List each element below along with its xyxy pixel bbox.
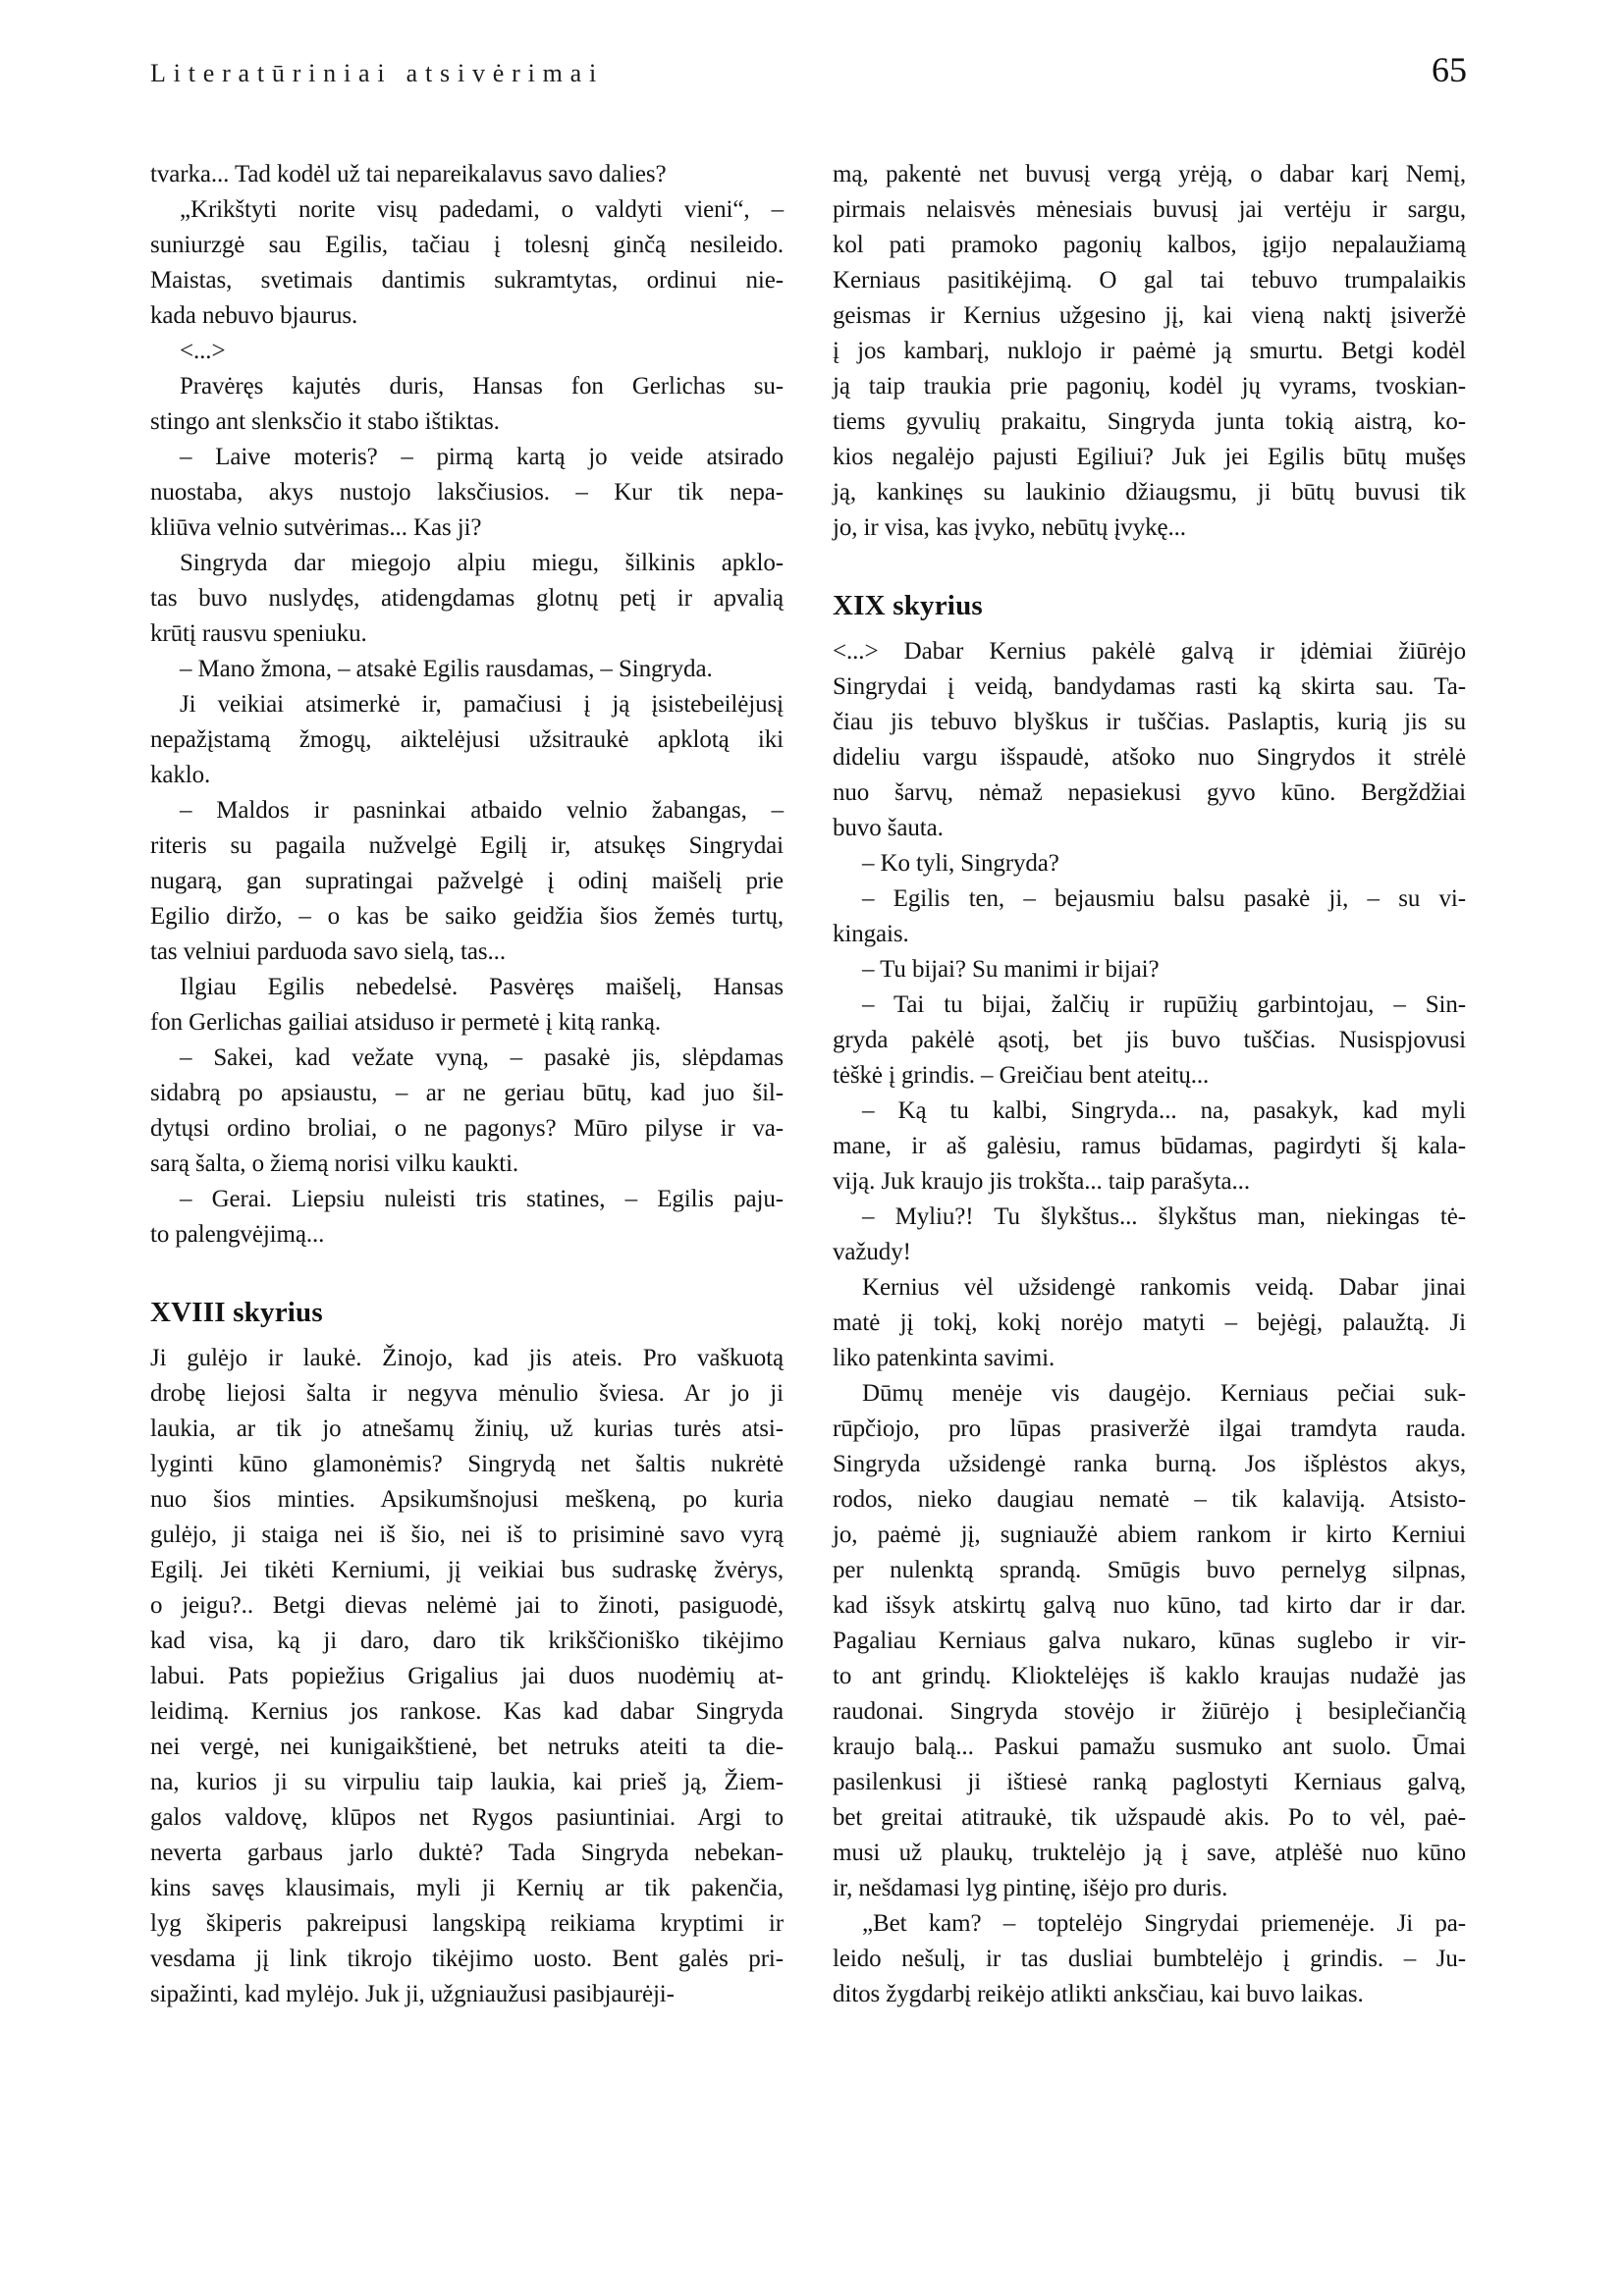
text-line: – Maldos ir pasninkai atbaido velnio žabangas, – (180, 797, 784, 824)
text-line: – Ką tu kalbi, Singryda... na, pasakyk, kad myli (862, 1097, 1466, 1124)
paragraph (833, 1200, 1466, 1270)
text-line: rodos, nieko daugiau nematė – tik kalaviją. Atsisto- (833, 1486, 1466, 1513)
text-line: kingais. (833, 921, 909, 947)
paragraph (150, 369, 784, 440)
text-line: Pravėręs kajutės duris, Hansas fon Gerlichas su- (180, 373, 784, 400)
text-line: Singrydai į veidą, bandydamas rasti ką skirta sau. Ta- (833, 673, 1466, 700)
text-line: pirmais nelaisvės mėnesiais buvusį jai vertėju ir sargu, (833, 196, 1466, 223)
paragraph (150, 334, 784, 369)
paragraph (150, 1182, 784, 1253)
text-line: ditos žygdarbį reikėjo atlikti anksčiau, kai buvo laikas. (833, 1981, 1364, 2007)
text-line: musi už plaukų, truktelėjo ją į save, atplėšė nuo kūno (833, 1840, 1466, 1866)
left-column (150, 157, 784, 2012)
text-line: leidimą. Kernius jos rankose. Kas kad dabar Singryda (150, 1698, 784, 1725)
text-line: tas buvo nuslydęs, atidengdamas glotnų petį ir apvalią (150, 585, 784, 612)
text-line: pasilenkusi ji ištiesė ranką paglostyti Kerniaus galvą, (833, 1769, 1466, 1795)
text-line: kaklo. (150, 762, 211, 788)
text-line: mą, pakentė net buvusį vergą yrėją, o dabar karį Nemį, (833, 161, 1466, 187)
text-line: tėškė į grindis. – Greičiau bent ateitų... (833, 1062, 1210, 1089)
text-line: Pagaliau Kerniaus galva nukaro, kūnas suglebo ir vir- (833, 1628, 1466, 1654)
paragraph (833, 634, 1466, 846)
text-line: nuo šios minties. Apsikumšnojusi meškeną, po kuria (150, 1486, 784, 1513)
text-line: <...> (180, 338, 226, 364)
text-line: – Egilis ten, – bejausmiu balsu pasakė ji, – su vi- (862, 885, 1466, 912)
text-line: vesdama jį link tikrojo tikėjimo uosto. Bent galės pri- (150, 1946, 784, 1972)
text-line: ją taip traukia prie pagonių, kodėl jų vyrams, tvoskian- (833, 373, 1466, 400)
text-line: <...> Dabar Kernius pakėlė galvą ir įdėmiai žiūrėjo (833, 638, 1466, 665)
text-line: „Bet kam? – toptelėjo Singrydai priemenėje. Ji pa- (862, 1910, 1466, 1937)
text-line: tas velniui parduoda savo sielą, tas... (150, 938, 506, 965)
text-line: Ilgiau Egilis nebedelsė. Pasvėręs maišelį, Hansas (180, 974, 784, 1000)
text-line: kad išsyk atskirtų galvą nuo kūno, tad kirto dar ir dar. (833, 1592, 1466, 1619)
text-line: leido nešulį, ir tas dusliai bumbtelėjo į grindis. – Ju- (833, 1946, 1466, 1972)
text-line: kios negalėjo pajusti Egiliui? Juk jei Egilis būtų mušęs (833, 444, 1466, 470)
text-line: – Laive moteris? – pirmą kartą jo veide atsirado (180, 444, 784, 470)
text-line: sipažinti, kad mylėjo. Juk ji, užgniaužusi pasibjaurėji- (150, 1981, 675, 2007)
text-line: tvarka... Tad kodėl už tai nepareikalavus savo dalies? (150, 161, 667, 187)
paragraph (833, 988, 1466, 1094)
text-line: į jos kambarį, nuklojo ir paėmė ją smurtu. Betgi kodėl (833, 338, 1466, 364)
text-line: matė jį tokį, kokį norėjo matyti – bejėgį, palaužtą. Ji (833, 1309, 1466, 1336)
text-line: kliūva velnio sutvėrimas... Kas ji? (150, 514, 482, 541)
running-head-title: Literatūriniai atsivėrimai (150, 59, 604, 87)
text-line: suniurzgė sau Egilis, tačiau į tolesnį ginčą nesileido. (150, 232, 784, 258)
text-line: – Ko tyli, Singryda? (862, 850, 1059, 877)
paragraph (150, 440, 784, 546)
text-line: drobę liejosi šalta ir negyva mėnulio šviesa. Ar jo ji (150, 1380, 784, 1407)
text-line: nei vergė, nei kunigaikštienė, bet netruks ateiti ta die- (150, 1734, 784, 1760)
paragraph (833, 881, 1466, 952)
text-line: laukia, ar tik jo atnešamų žinių, už kurias turės atsi- (150, 1415, 784, 1442)
text-line: labui. Pats popiežius Grigalius jai duos nuodėmių at- (150, 1663, 784, 1689)
text-line: Egilio diržo, – o kas be saiko geidžia šios žemės turtų, (150, 903, 784, 930)
text-line: o jeigu?.. Betgi dievas nelėmė jai to žinoti, pasiguodė, (150, 1592, 784, 1619)
text-line: dytųsi ordino broliai, o ne pagonys? Mūro pilyse ir va- (150, 1115, 784, 1142)
text-line: geismas ir Kernius užgesino jį, kai vieną naktį įsiveržė (833, 302, 1466, 329)
text-line: važudy! (833, 1239, 911, 1265)
text-line: – Gerai. Liepsiu nuleisti tris statines, – Egilis paju- (180, 1186, 784, 1212)
paragraph (833, 1906, 1466, 2012)
text-line: ją, kankinęs su laukinio džiaugsmu, ji būtų buvusi tik (833, 479, 1466, 506)
text-line: Singryda dar miegojo alpiu miegu, šilkinis apklo- (180, 550, 784, 576)
text-line: nuo šarvų, nėmaž nepasiekusi gyvo kūno. Bergždžiai (833, 779, 1466, 806)
paragraph (150, 687, 784, 793)
text-line: gryda pakėlė ąsotį, bet jis buvo tuščias. Nusispjovusi (833, 1027, 1466, 1053)
text-line: galos valdovę, klūpos net Rygos pasiuntiniai. Argi to (150, 1804, 784, 1831)
text-line: čiau jis tebuvo blyškus ir tuščias. Paslaptis, kurią jis su (833, 709, 1466, 735)
text-line: to ant grindų. Klioktelėjęs iš kaklo kraujas nudažė jas (833, 1663, 1466, 1689)
text-line: kol pati pramoko pagonių kalbos, įgijo nepalaužiamą (833, 232, 1466, 258)
text-line: kins savęs klausimais, myli ji Kernių ar tik pakenčia, (150, 1875, 784, 1901)
paragraph (833, 1376, 1466, 1906)
paragraph (150, 157, 784, 192)
text-line: Ji veikiai atsimerkė ir, pamačiusi į ją įsistebeilėjusį (180, 691, 784, 718)
text-line: sidabrą po apsiaustu, – ar ne geriau būtų, kad juo šil- (150, 1080, 784, 1106)
text-line: rūpčiojo, pro lūpas prasiveržė ilgai tramdyta rauda. (833, 1415, 1466, 1442)
text-line: kad visa, ką ji daro, daro tik krikščioniško tikėjimo (150, 1628, 784, 1654)
text-line: Singryda užsidengė ranka burną. Jos išplėstos akys, (833, 1451, 1466, 1477)
text-line: – Myliu?! Tu šlykštus... šlykštus man, niekingas tė- (862, 1203, 1466, 1230)
text-line: Egilį. Jei tikėti Kerniumi, jį veikiai bus sudraskę žvėrys, (150, 1557, 784, 1583)
paragraph (833, 846, 1466, 881)
text-line: dideliu vargu išspaudė, atšoko nuo Singrydos it strėlė (833, 744, 1466, 771)
text-line: kraujo balą... Paskui pamažu susmuko ant suolo. Ūmai (833, 1734, 1466, 1760)
text-line: krūtį rausvu speniuku. (150, 620, 367, 647)
text-line: gulėjo, ji staiga nei iš šio, nei iš to prisiminė savo vyrą (150, 1522, 784, 1548)
text-line: sarą šalta, o žiemą norisi vilku kaukti. (150, 1150, 519, 1177)
chapter-heading: XVIII skyrius (150, 1297, 323, 1328)
text-line: lyginti kūno glamonėmis? Singrydą net šaltis nukrėtė (150, 1451, 784, 1477)
text-line: na, kurios ji su virpuliu taip laukia, kai prieš ją, Žiem- (150, 1769, 784, 1795)
text-line: jo, ir visa, kas įvyko, nebūtų įvykę... (833, 514, 1186, 541)
text-line: jo, paėmė jį, sugniaužė abiem rankom ir kirto Kerniui (833, 1522, 1466, 1548)
text-line: viją. Juk kraujo jis trokšta... taip parašyta... (833, 1168, 1250, 1195)
text-line: raudonai. Singryda stovėjo ir žiūrėjo į besiplečiančią (833, 1698, 1466, 1725)
text-line: ir, nešdamasi lyg pintinę, išėjo pro duris. (833, 1875, 1228, 1901)
right-column (833, 157, 1466, 2012)
text-line: nugarą, gan supratingai pažvelgė į odinį maišelį prie (150, 868, 784, 894)
text-line: riteris su pagaila nužvelgė Egilį ir, atsukęs Singrydai (150, 832, 784, 859)
text-line: neverta garbaus jarlo duktė? Tada Singryda nebekan- (150, 1840, 784, 1866)
text-line: Maistas, svetimais dantimis sukramtytas, ordinui nie- (150, 267, 784, 294)
paragraph (150, 793, 784, 970)
text-line: tiems gyvulių prakaitu, Singryda junta tokią aistrą, ko- (833, 408, 1466, 435)
text-line: fon Gerlichas gailiai atsiduso ir permetė į kitą ranką. (150, 1009, 662, 1036)
text-line: – Tu bijai? Su manimi ir bijai? (862, 956, 1160, 983)
text-line: Dūmų menėje vis daugėjo. Kerniaus pečiai suk- (862, 1380, 1466, 1407)
paragraph (833, 157, 1466, 546)
paragraph (150, 1041, 784, 1182)
text-line: Kernius vėl užsidengė rankomis veidą. Dabar jinai (862, 1274, 1466, 1301)
paragraph (833, 1270, 1466, 1376)
page-number: 65 (1432, 50, 1467, 89)
text-line: Kerniaus pasitikėjimą. O gal tai tebuvo trumpalaikis (833, 267, 1466, 294)
text-line: buvo šauta. (833, 815, 944, 841)
paragraph (150, 1341, 784, 2012)
text-line: – Sakei, kad vežate vyną, – pasakė jis, slėpdamas (180, 1044, 784, 1071)
paragraph (150, 546, 784, 652)
paragraph (833, 1094, 1466, 1200)
text-line: – Mano žmona, – atsakė Egilis rausdamas, – Singryda. (180, 656, 713, 682)
chapter-heading: XIX skyrius (833, 590, 983, 621)
text-line: per nulenktą sprandą. Smūgis buvo pernelyg silpnas, (833, 1557, 1466, 1583)
text-line: nuostaba, akys nustojo laksčiusios. – Kur tik nepa- (150, 479, 784, 506)
paragraph (150, 652, 784, 687)
paragraph (150, 192, 784, 334)
text-line: lyg škiperis pakreipusi langskipą reikiama kryptimi ir (150, 1910, 784, 1937)
text-line: nepažįstamą žmogų, aiktelėjusi užsitraukė apklotą iki (150, 726, 784, 753)
text-line: liko patenkinta savimi. (833, 1345, 1056, 1371)
paragraph (833, 952, 1466, 988)
text-line: to palengvėjimą... (150, 1221, 325, 1248)
running-header (150, 49, 1467, 90)
text-line: bet greitai atitraukė, tik užspaudė akis. Po to vėl, paė- (833, 1804, 1466, 1831)
paragraph (150, 970, 784, 1041)
text-line: kada nebuvo bjaurus. (150, 302, 358, 329)
text-line: stingo ant slenksčio it stabo ištiktas. (150, 408, 500, 435)
text-line: Ji gulėjo ir laukė. Žinojo, kad jis ateis. Pro vaškuotą (150, 1345, 784, 1371)
text-line: mane, ir aš galėsiu, ramus būdamas, pagirdyti šį kala- (833, 1133, 1466, 1159)
text-line: – Tai tu bijai, žalčių ir rupūžių garbintojau, – Sin- (862, 991, 1466, 1018)
text-line: „Krikštyti norite visų padedami, o valdyti vieni“, – (180, 196, 784, 223)
